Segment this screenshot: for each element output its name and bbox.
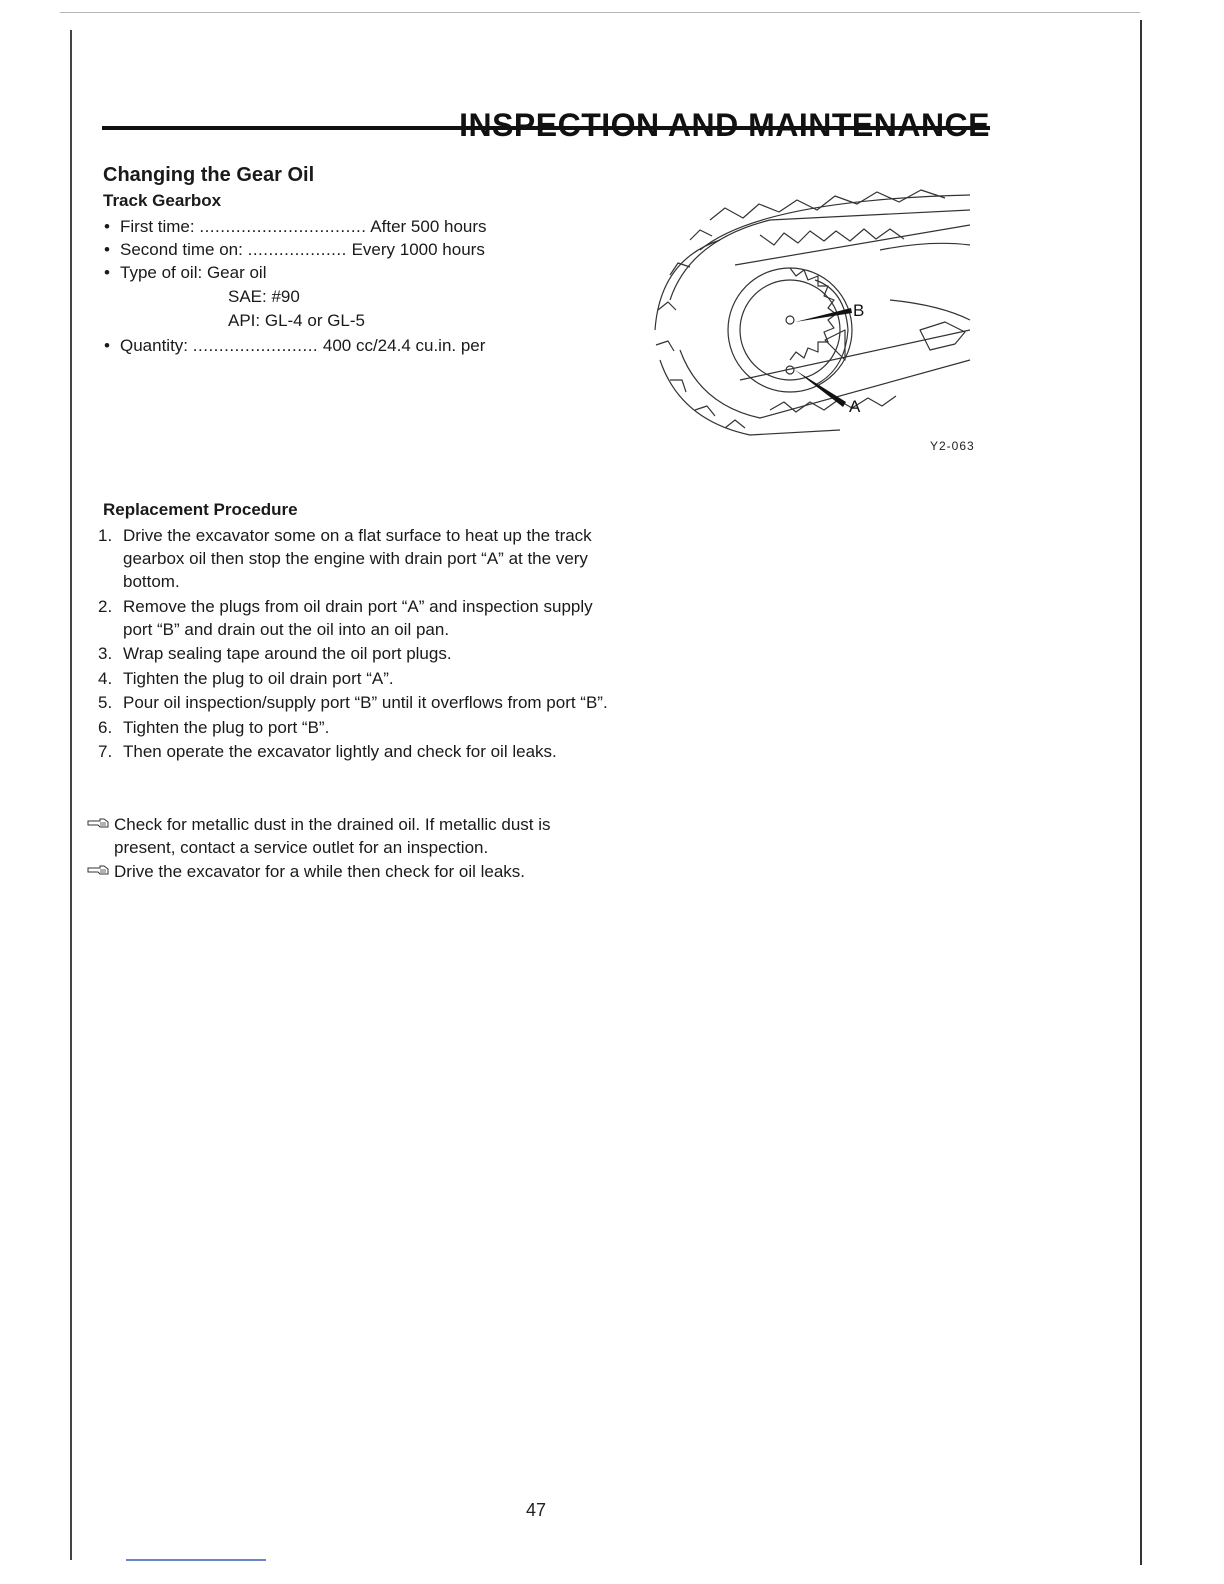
leader-arrow-b — [795, 308, 852, 322]
step-number: 4. — [98, 668, 113, 688]
procedure-step — [96, 595, 616, 641]
procedure-steps — [96, 524, 616, 765]
step-number: 2. — [98, 596, 113, 616]
bullet-icon: • — [104, 240, 110, 259]
leader-dots: ................................ — [199, 217, 367, 236]
figure-label-a: A — [849, 397, 861, 416]
section-title: Changing the Gear Oil — [103, 164, 315, 186]
title-rule — [102, 126, 990, 130]
scan-bottom-mark — [126, 1559, 266, 1561]
step-number: 3. — [98, 644, 113, 663]
procedure-step — [96, 524, 616, 593]
step-number: 7. — [98, 742, 113, 761]
spec-label: First time: — [120, 217, 195, 236]
spec-oil-type — [104, 262, 266, 284]
spec-label: Type of oil: — [120, 263, 203, 282]
notes — [86, 813, 616, 884]
step-number: 1. — [98, 526, 113, 545]
scan-top-line — [60, 12, 1140, 13]
procedure-step — [96, 716, 616, 739]
spec-label: Second time on: — [120, 240, 243, 259]
track-gearbox-illustration — [640, 180, 990, 460]
spec-second-time — [104, 239, 485, 261]
spec-api: API: GL-4 or GL-5 — [228, 311, 365, 330]
spec-first-time — [104, 216, 487, 238]
page-number: 47 — [525, 1500, 547, 1520]
procedure-step — [96, 667, 616, 690]
bullet-icon: • — [104, 336, 110, 355]
spec-value: Every 1000 hours — [351, 240, 485, 259]
leader-dots: ................... — [247, 240, 347, 259]
step-number: 5. — [98, 693, 113, 712]
binding-edge-right — [1140, 20, 1142, 1565]
note-item — [86, 813, 616, 859]
note-item — [86, 860, 616, 883]
figure-label-b: B — [853, 301, 865, 320]
step-text: Tighten the plug to port “B”. — [123, 717, 330, 737]
procedure-step — [96, 642, 616, 665]
spec-sae: SAE: #90 — [228, 287, 300, 306]
step-text: Tighten the plug to oil drain port “A”. — [123, 668, 394, 688]
bullet-icon: • — [104, 217, 110, 236]
spec-value: Gear oil — [206, 263, 267, 282]
procedure-title: Replacement Procedure — [103, 500, 298, 519]
step-text: Wrap sealing tape around the oil port plugs. — [123, 644, 452, 663]
step-text: Then operate the excavator lightly and check for oil leaks. — [123, 742, 557, 761]
pointing-hand-icon — [86, 862, 112, 878]
spec-value: 400 cc/24.4 cu.in. per — [322, 336, 486, 355]
pointing-hand-icon — [86, 815, 112, 831]
section-subtitle: Track Gearbox — [103, 191, 222, 210]
figure-code: Y2-063 — [930, 439, 975, 453]
spec-quantity — [104, 335, 485, 357]
step-text: Remove the plugs from oil drain port “A” and inspection supply port “B” and drain out the oil into an oil pan. — [123, 596, 593, 639]
bullet-icon: • — [104, 263, 110, 282]
step-text: Drive the excavator some on a flat surface to heat up the track gearbox oil then stop the engine with drain port “A” at the very bottom. — [123, 526, 592, 591]
spec-label: Quantity: — [120, 336, 189, 355]
spec-value: After 500 hours — [370, 217, 487, 236]
procedure-step — [96, 740, 616, 763]
step-text: Pour oil inspection/supply port “B” until it overflows from port “B”. — [123, 693, 608, 712]
step-number: 6. — [98, 717, 113, 737]
note-text: Drive the excavator for a while then check for oil leaks. — [114, 862, 526, 881]
note-text: Check for metallic dust in the drained oil. If metallic dust is present, contact a service outlet for an inspection. — [114, 815, 551, 857]
leader-dots: ........................ — [192, 336, 319, 355]
binding-edge-left — [70, 30, 72, 1560]
procedure-step — [96, 691, 616, 714]
